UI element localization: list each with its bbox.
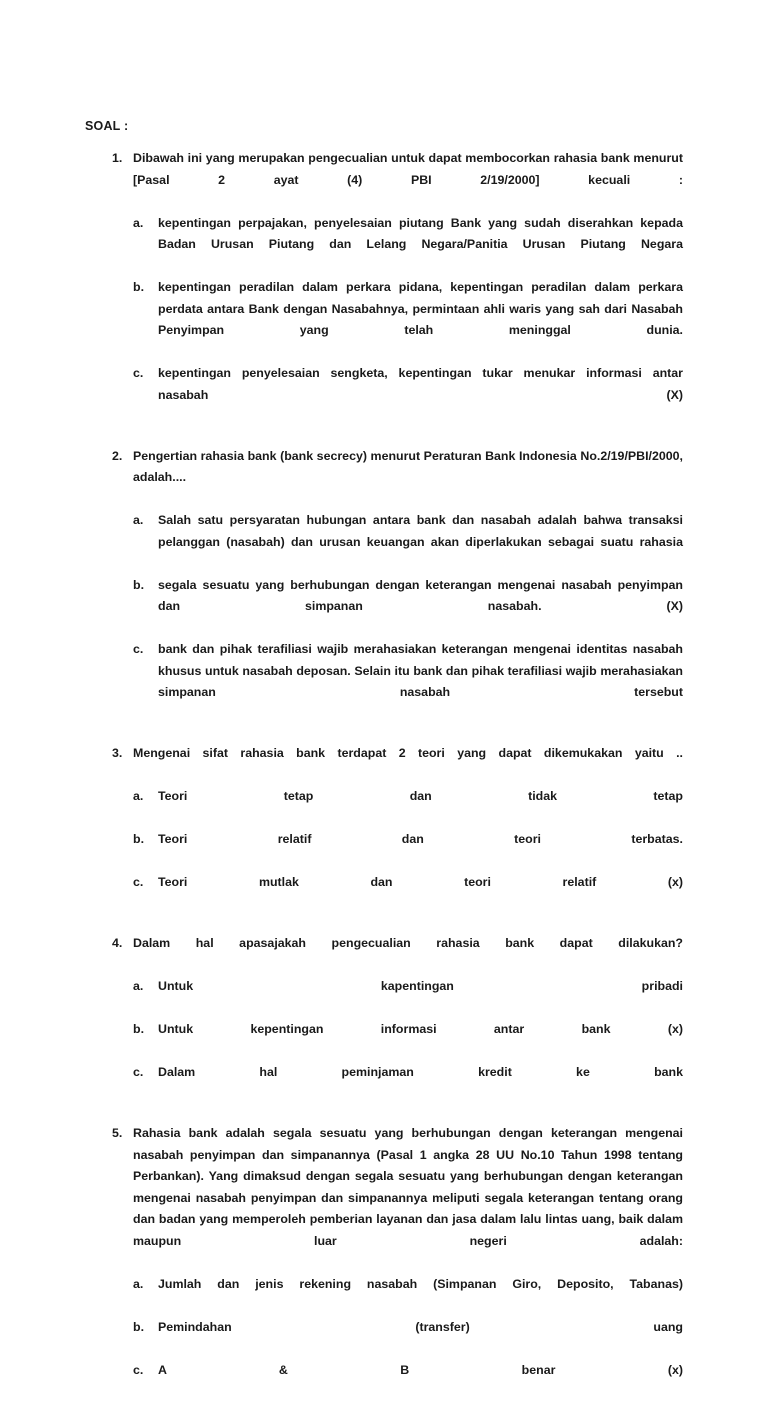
option-list	[133, 213, 683, 428]
question-item	[85, 148, 683, 428]
option-text: Teori tetap dan tidak tetap	[158, 789, 683, 803]
question-text: Dibawah ini yang merupakan pengecualian untuk dapat membocorkan rahasia bank menurut [Pasal 2 ayat (4) PBI 2/19/2000] kecuali :	[133, 151, 683, 187]
option-item[interactable]	[133, 1274, 683, 1317]
option-text: segala sesuatu yang berhubungan dengan keterangan mengenai nasabah penyimpan dan simpanan nasabah. (X)	[158, 577, 683, 613]
option-list	[133, 786, 683, 915]
option-text: Dalam hal peminjaman kredit ke bank	[158, 1065, 683, 1079]
option-text: Teori relatif dan teori terbatas.	[158, 832, 683, 846]
option-letter: a.	[133, 513, 144, 527]
option-letter: c.	[133, 1065, 144, 1079]
page-title: SOAL :	[85, 119, 129, 133]
option-letter: c.	[133, 366, 144, 380]
option-text: A & B benar (x)	[158, 1362, 683, 1377]
option-list	[133, 976, 683, 1105]
option-letter: b.	[133, 832, 145, 846]
option-letter: c.	[133, 1362, 144, 1377]
question-text: Dalam hal apasajakah pengecualian rahasia bank dapat dilakukan?	[133, 936, 683, 950]
option-text: Salah satu persyaratan hubungan antara bank dan nasabah adalah bahwa transaksi pelanggan (nasabah) dan urusan keuangan akan diperlakukan sebagai suatu rahasia	[158, 513, 683, 549]
question-item	[85, 933, 683, 1105]
question-list	[85, 148, 683, 1403]
option-list	[133, 1274, 683, 1403]
option-list	[133, 510, 683, 725]
option-item[interactable]	[133, 872, 683, 915]
option-item[interactable]	[133, 213, 683, 278]
option-letter: a.	[133, 1276, 144, 1291]
question-number: 4.	[112, 936, 123, 950]
option-item[interactable]	[133, 1360, 683, 1403]
option-letter: b.	[133, 577, 145, 592]
option-text: Pemindahan (transfer) uang	[158, 1319, 683, 1334]
option-letter: c.	[133, 875, 144, 889]
option-text: kepentingan peradilan dalam perkara pidana, kepentingan peradilan dalam perkara perdata antara Bank dengan Nasabahnya, permintaan ahli waris yang sah dari Nasabah Penyimpan yang telah meninggal dunia.	[158, 280, 683, 337]
option-letter: b.	[133, 280, 145, 294]
option-item[interactable]	[133, 639, 683, 725]
question-number: 3.	[112, 746, 123, 760]
option-text: Teori mutlak dan teori relatif (x)	[158, 875, 683, 889]
question-number: 2.	[112, 448, 123, 463]
question-text: Pengertian rahasia bank (bank secrecy) menurut Peraturan Bank Indonesia No.2/19/PBI/2000, adalah....	[133, 448, 683, 484]
question-number: 5.	[112, 1126, 123, 1140]
option-letter: a.	[133, 789, 144, 803]
option-text: Untuk kepentingan informasi antar bank (x)	[158, 1022, 683, 1036]
option-letter: b.	[133, 1022, 145, 1036]
option-letter: b.	[133, 1319, 145, 1334]
question-text: Mengenai sifat rahasia bank terdapat 2 teori yang dapat dikemukakan yaitu ..	[133, 746, 683, 760]
option-letter: a.	[133, 215, 144, 230]
option-letter: a.	[133, 979, 144, 993]
option-text: bank dan pihak terafiliasi wajib merahasiakan keterangan mengenai identitas nasabah khusus untuk nasabah deposan. Selain itu bank dan pihak terafiliasi wajib merahasiakan simpanan nasabah tersebut	[158, 642, 683, 699]
question-item	[85, 1123, 683, 1403]
question-number: 1.	[112, 151, 123, 165]
option-letter: c.	[133, 642, 144, 656]
option-item[interactable]	[133, 976, 683, 1019]
option-item[interactable]	[133, 1062, 683, 1105]
option-item[interactable]	[133, 510, 683, 575]
option-item[interactable]	[133, 575, 683, 640]
option-item[interactable]	[133, 1019, 683, 1062]
option-item[interactable]	[133, 786, 683, 829]
option-text: Jumlah dan jenis rekening nasabah (Simpanan Giro, Deposito, Tabanas)	[158, 1276, 683, 1291]
option-item[interactable]	[133, 1317, 683, 1360]
question-item	[85, 743, 683, 915]
option-text: Untuk kapentingan pribadi	[158, 979, 683, 993]
option-text: kepentingan perpajakan, penyelesaian piutang Bank yang sudah diserahkan kepada Badan Urusan Piutang dan Lelang Negara/Panitia Urusan Piutang Negara	[158, 215, 683, 251]
question-text: Rahasia bank adalah segala sesuatu yang berhubungan dengan keterangan mengenai nasabah penyimpan dan simpanannya (Pasal 1 angka 28 UU No.10 Tahun 1998 tentang Perbankan). Yang dimaksud dengan segala sesuatu yang berhubungan dengan keterangan mengenai nasabah penyimpan dan simpanannya meliputi segala keterangan tentang orang dan badan yang memperoleh pemberian layanan dan jasa dalam lalu lintas uang, baik dalam maupun luar negeri adalah:	[133, 1126, 683, 1248]
option-item[interactable]	[133, 829, 683, 872]
option-item[interactable]	[133, 277, 683, 363]
question-item	[85, 446, 683, 726]
option-text: kepentingan penyelesaian sengketa, kepentingan tukar menukar informasi antar nasabah (X)	[158, 366, 683, 402]
option-item[interactable]	[133, 363, 683, 428]
